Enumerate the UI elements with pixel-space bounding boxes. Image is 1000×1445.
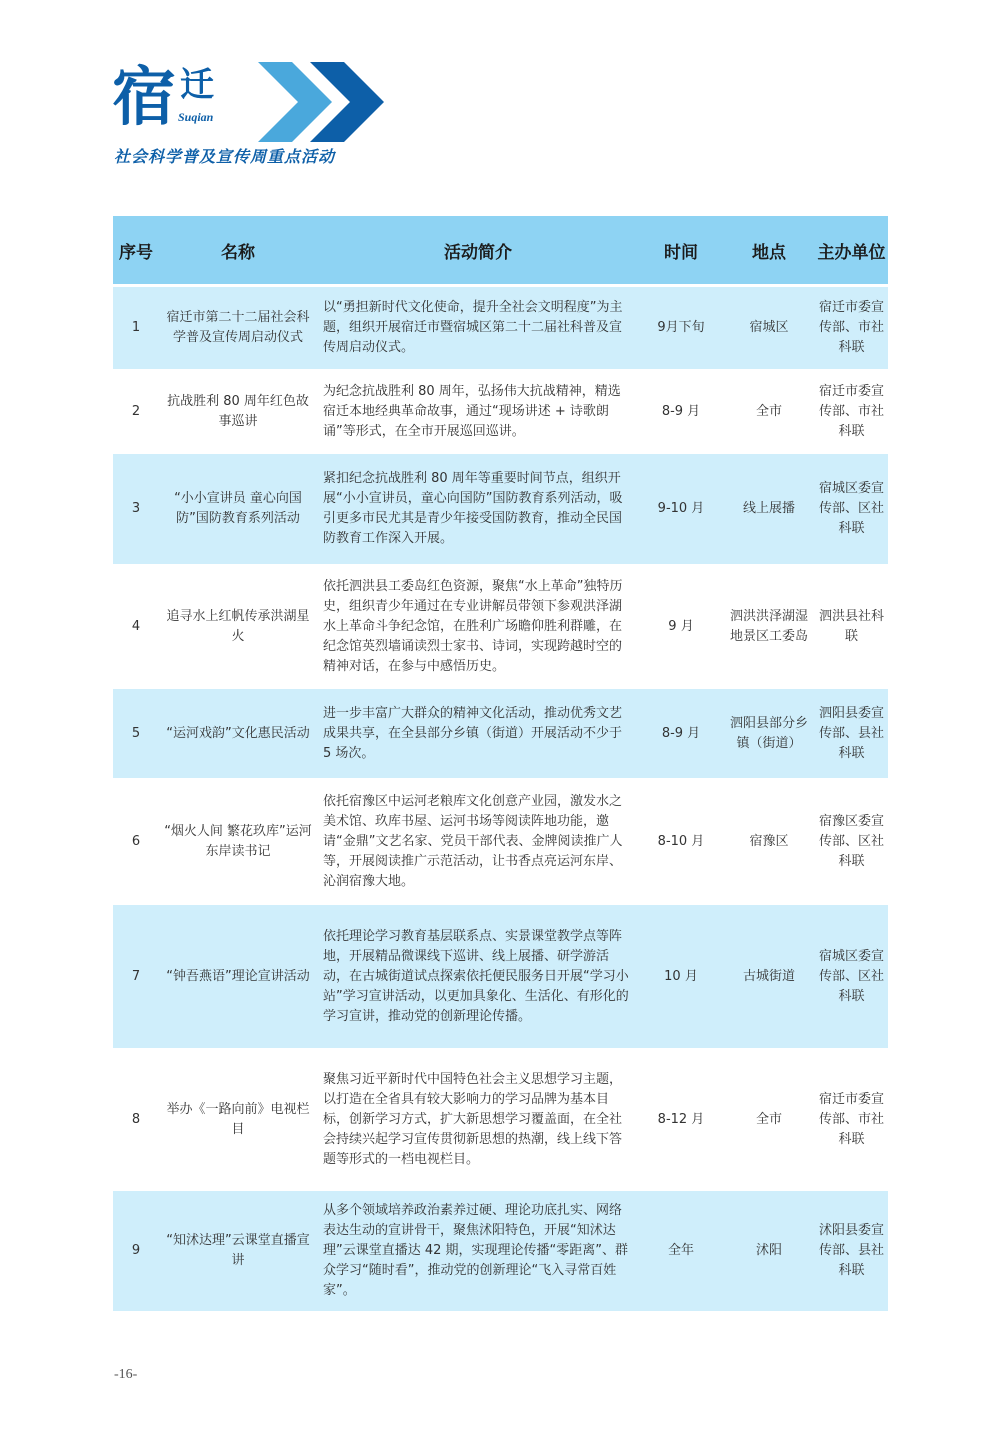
cell-desc: 紧扣纪念抗战胜利 80 周年等重要时间节点，组织开展“小小宣讲员，童心向国防”国防教育系列活动，吸引更多市民尤其是青少年接受国防教育，推动全民国防教育工作深入开展。 (317, 454, 639, 567)
cell-place: 全市 (723, 372, 815, 454)
logo-english: Suqian (178, 110, 214, 124)
table-row (113, 287, 888, 372)
cell-place: 线上展播 (723, 454, 815, 567)
cell-index: 1 (113, 287, 159, 372)
cell-index: 3 (113, 454, 159, 567)
cell-host: 沭阳县委宣传部、县社科联 (815, 1191, 888, 1314)
cell-desc: 以“勇担新时代文化使命，提升全社会文明程度”为主题，组织开展宿迁市暨宿城区第二十二届社科普及宣传周启动仪式。 (317, 287, 639, 372)
page-number: -16- (114, 1367, 138, 1382)
cell-time: 8-9 月 (639, 689, 723, 781)
cell-time: 8-9 月 (639, 372, 723, 454)
table-row (113, 454, 888, 567)
cell-name: “钟吾燕语”理论宣讲活动 (159, 905, 317, 1051)
cell-time: 8-12 月 (639, 1051, 723, 1191)
cell-index: 8 (113, 1051, 159, 1191)
cell-place: 全市 (723, 1051, 815, 1191)
cell-name: 追寻水上红帆传承洪湖星火 (159, 567, 317, 689)
cell-desc: 依托泗洪县工委岛红色资源，聚焦“水上革命”独特历史，组织青少年通过在专业讲解员带领下参观洪泽湖水上革命斗争纪念馆，在胜利广场瞻仰胜利群雕，在纪念馆英烈墙诵读烈士家书、诗词，实现跨越时空的精神对话，在参与中感悟历史。 (317, 567, 639, 689)
page-subtitle: 社会科学普及宣传周重点活动 (114, 147, 336, 166)
table-row (113, 689, 888, 781)
cell-index: 4 (113, 567, 159, 689)
header-place: 地点 (723, 216, 815, 287)
cell-place: 宿城区 (723, 287, 815, 372)
cell-time: 9月下旬 (639, 287, 723, 372)
cell-index: 6 (113, 781, 159, 905)
table-row (113, 781, 888, 905)
cell-place: 泗洪洪泽湖湿地景区工委岛 (723, 567, 815, 689)
cell-index: 2 (113, 372, 159, 454)
cell-name: 宿迁市第二十二届社会科学普及宣传周启动仪式 (159, 287, 317, 372)
table-row (113, 905, 888, 1051)
cell-desc: 进一步丰富广大群众的精神文化活动，推动优秀文艺成果共享，在全县部分乡镇（街道）开展活动不少于 5 场次。 (317, 689, 639, 781)
logo-char-big: 宿 (112, 60, 176, 135)
page-header (100, 58, 420, 178)
cell-host: 泗阳县委宣传部、县社科联 (815, 689, 888, 781)
cell-host: 宿迁市委宣传部、市社科联 (815, 372, 888, 454)
cell-place: 宿豫区 (723, 781, 815, 905)
double-chevron-icon (258, 62, 390, 142)
cell-desc: 从多个领域培养政治素养过硬、理论功底扎实、网络表达生动的宣讲骨干，聚焦沭阳特色，开展“知沭达理”云课堂直播达 42 期，实现理论传播“零距离”、群众学习“随时看”，推动党的创新理论“飞入寻常百姓家”。 (317, 1191, 639, 1314)
cell-host: 宿城区委宣传部、区社科联 (815, 905, 888, 1051)
cell-name: “知沭达理”云课堂直播宣讲 (159, 1191, 317, 1314)
table-row (113, 1051, 888, 1191)
cell-name: “小小宣讲员 童心向国防”国防教育系列活动 (159, 454, 317, 567)
cell-name: “烟火人间 繁花玖库”运河东岸读书记 (159, 781, 317, 905)
cell-name: “运河戏韵”文化惠民活动 (159, 689, 317, 781)
cell-index: 9 (113, 1191, 159, 1314)
events-table (113, 216, 888, 1314)
table-row (113, 1191, 888, 1314)
cell-time: 10 月 (639, 905, 723, 1051)
header-desc: 活动简介 (317, 216, 639, 287)
cell-time: 9-10 月 (639, 454, 723, 567)
cell-host: 宿豫区委宣传部、区社科联 (815, 781, 888, 905)
cell-host: 宿城区委宣传部、区社科联 (815, 454, 888, 567)
cell-index: 7 (113, 905, 159, 1051)
table-row (113, 567, 888, 689)
table-row (113, 372, 888, 454)
cell-place: 古城街道 (723, 905, 815, 1051)
header-time: 时间 (639, 216, 723, 287)
cell-desc: 依托理论学习教育基层联系点、实景课堂教学点等阵地，开展精品微课线下巡讲、线上展播、研学游活动，在古城街道试点探索依托便民服务日开展“学习小站”学习宣讲活动，以更加具象化、生活化、有形化的学习宣讲，推动党的创新理论传播。 (317, 905, 639, 1051)
cell-host: 宿迁市委宣传部、市社科联 (815, 1051, 888, 1191)
header-host: 主办单位 (815, 216, 888, 287)
header-index: 序号 (113, 216, 159, 287)
cell-desc: 依托宿豫区中运河老粮库文化创意产业园，激发水之美术馆、玖库书屋、运河书场等阅读阵地功能，邀请“金鼎”文艺名家、党员干部代表、金牌阅读推广人等，开展阅读推广示范活动，让书香点亮运河东岸、沁润宿豫大地。 (317, 781, 639, 905)
header-name: 名称 (159, 216, 317, 287)
cell-time: 全年 (639, 1191, 723, 1314)
cell-desc: 聚焦习近平新时代中国特色社会主义思想学习主题，以打造在全省具有较大影响力的学习品牌为基本目标，创新学习方式，扩大新思想学习覆盖面，在全社会持续兴起学习宣传贯彻新思想的热潮，线上线下答题等形式的一档电视栏目。 (317, 1051, 639, 1191)
cell-host: 泗洪县社科联 (815, 567, 888, 689)
cell-name: 举办《一路向前》电视栏目 (159, 1051, 317, 1191)
cell-index: 5 (113, 689, 159, 781)
cell-time: 9 月 (639, 567, 723, 689)
cell-host: 宿迁市委宣传部、市社科联 (815, 287, 888, 372)
cell-time: 8-10 月 (639, 781, 723, 905)
cell-place: 沭阳 (723, 1191, 815, 1314)
table-header-row (113, 216, 888, 287)
cell-place: 泗阳县部分乡镇（街道） (723, 689, 815, 781)
logo-char-small: 迁 (180, 65, 214, 105)
cell-name: 抗战胜利 80 周年红色故事巡讲 (159, 372, 317, 454)
cell-desc: 为纪念抗战胜利 80 周年，弘扬伟大抗战精神，精选宿迁本地经典革命故事，通过“现场讲述 + 诗歌朗诵”等形式，在全市开展巡回巡讲。 (317, 372, 639, 454)
